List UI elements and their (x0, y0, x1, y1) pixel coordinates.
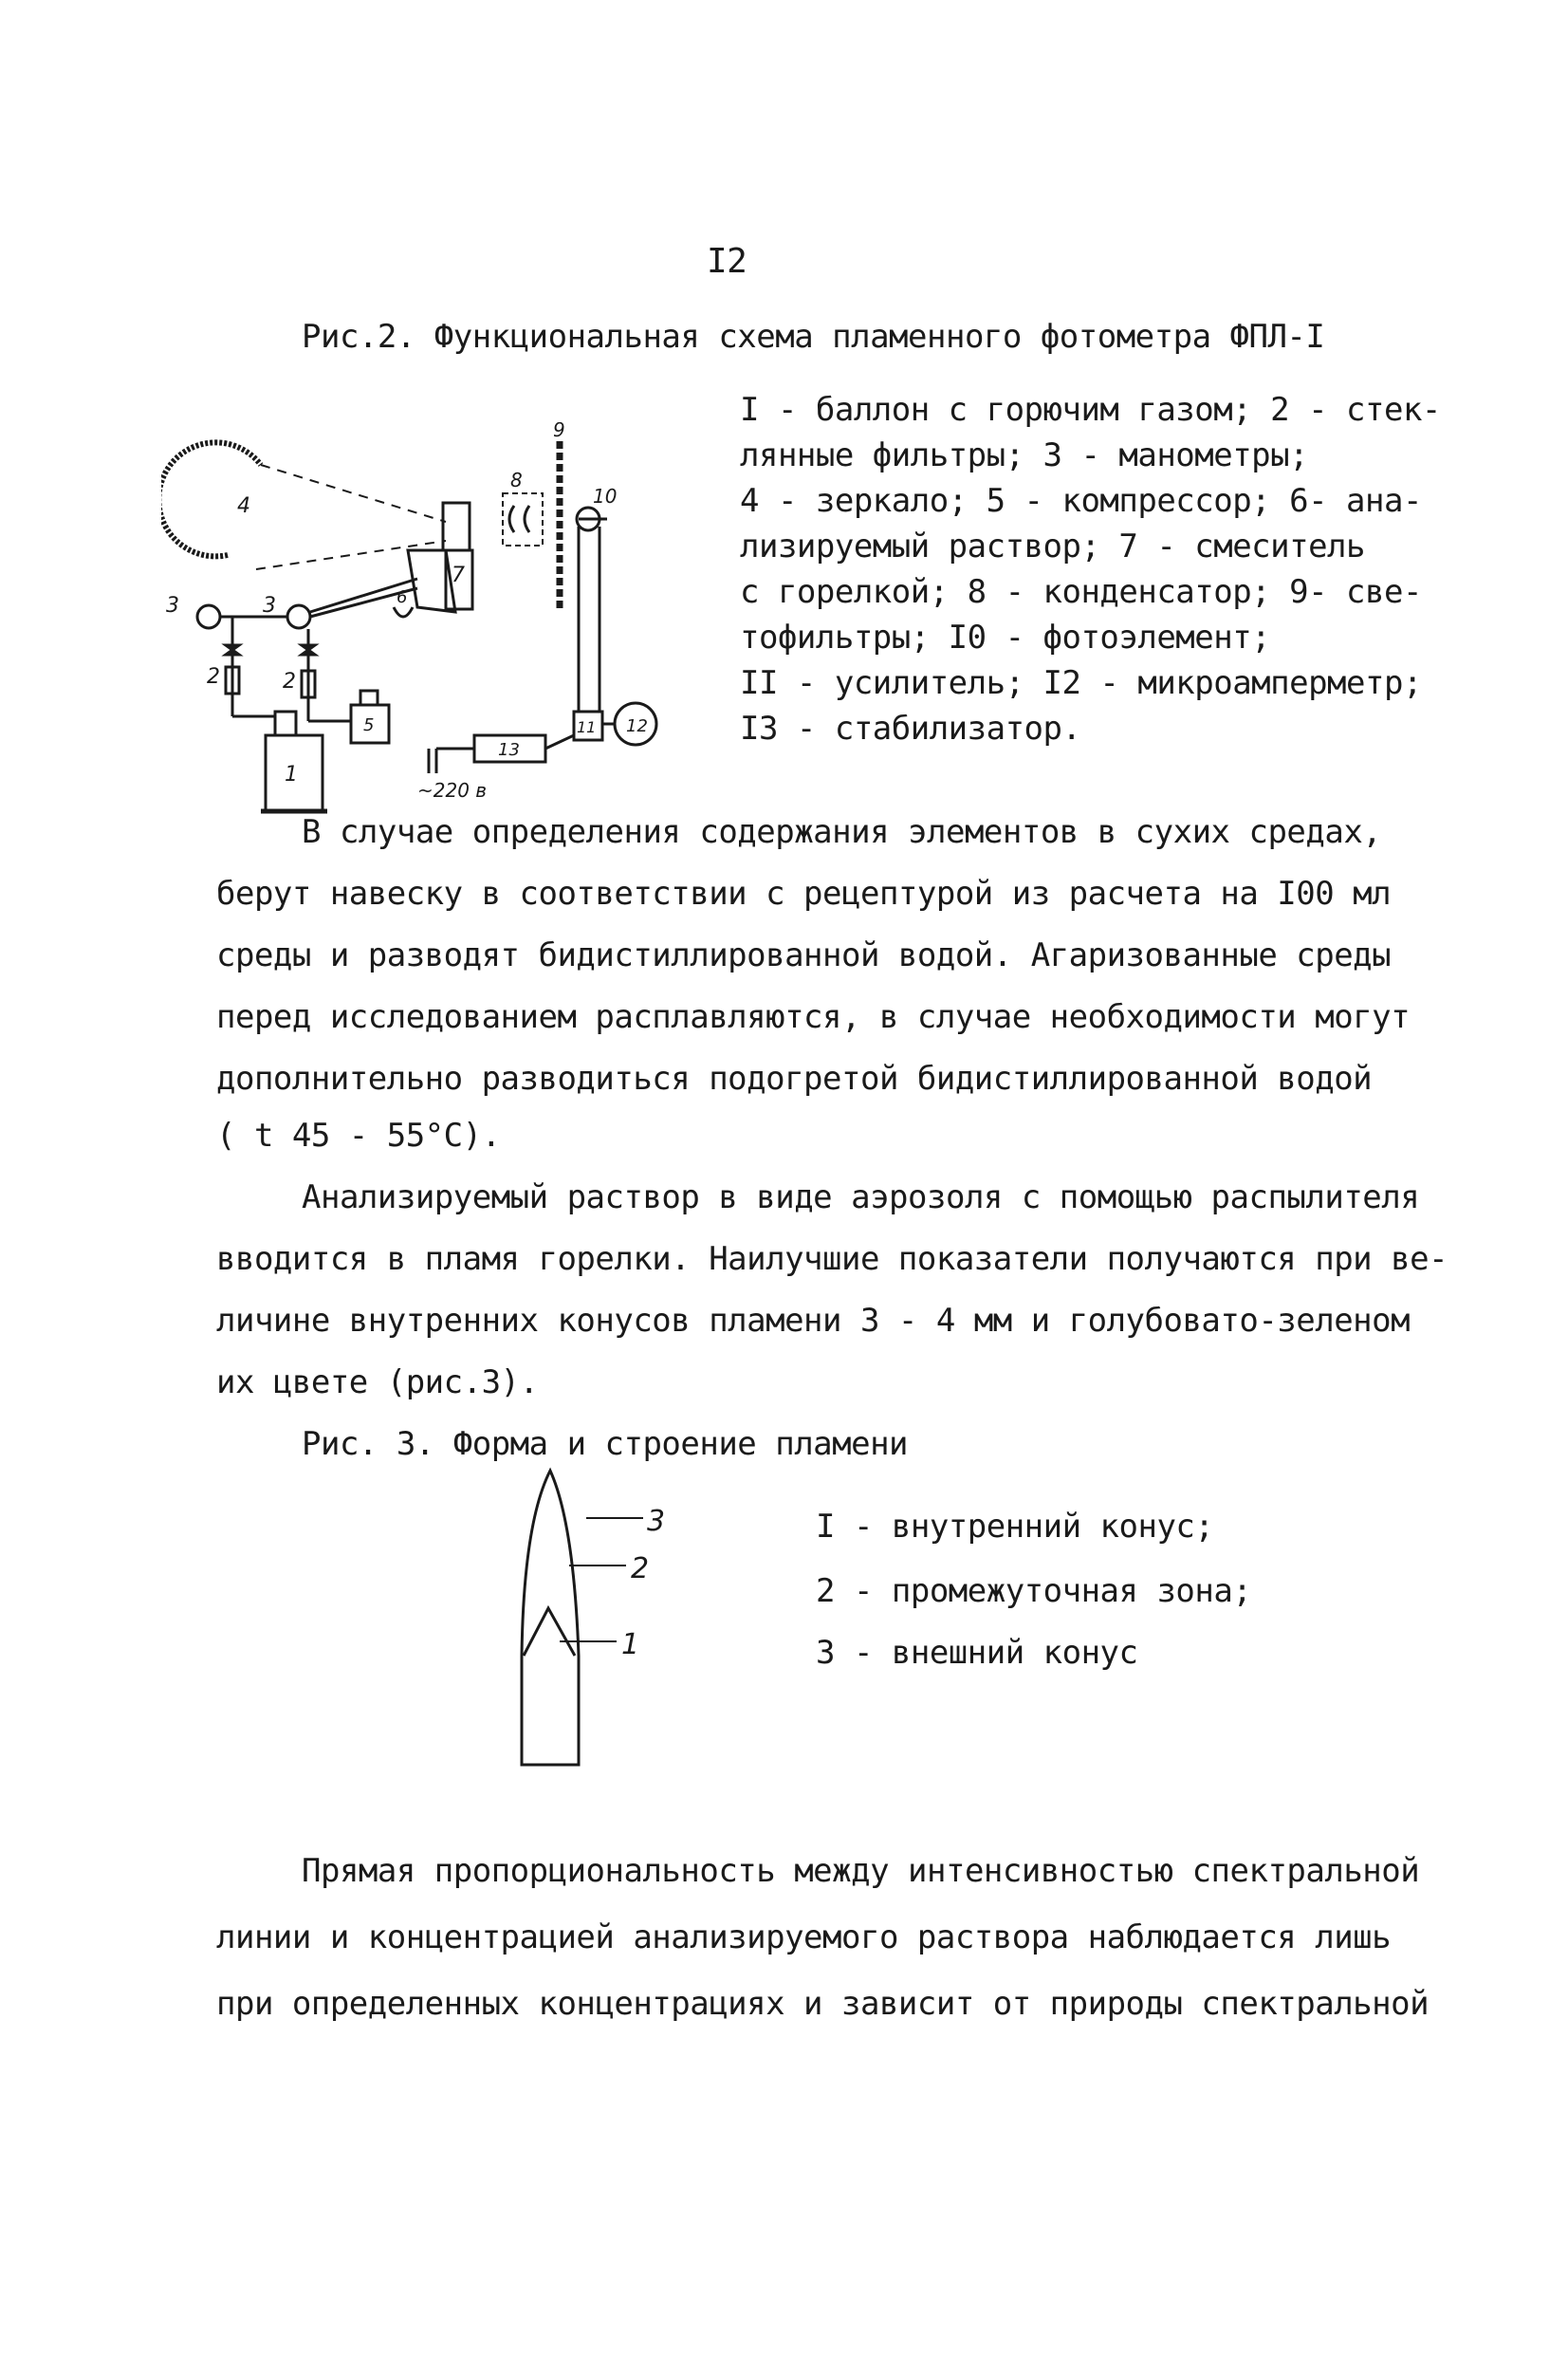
diagram-label-5: 5 (363, 715, 375, 735)
mixer-7 (408, 550, 455, 612)
burner-block (443, 503, 470, 550)
figure3-legend-line: 2 - промежуточная зона; (816, 1572, 1252, 1610)
paragraph2-line: личине внутренних конусов пламени 3 - 4 мм и голубовато-зеленом (216, 1302, 1411, 1340)
figure2-legend-line: I3 - стабилизатор. (740, 710, 1081, 748)
figure2-legend-line: с горелкой; 8 - конденсатор; 9- све- (740, 573, 1422, 611)
diagram-label-11: 11 (577, 718, 597, 736)
figure2-legend-line: I - баллон с горючим газом; 2 - стек- (740, 391, 1441, 429)
diagram-label-7: 7 (452, 564, 465, 587)
paragraph1-line: перед исследованием расплавляются, в случае необходимости могут (216, 998, 1411, 1036)
outer-cone (522, 1471, 579, 1765)
figure3-legend-line: 3 - внешний конус (816, 1634, 1138, 1672)
paragraph2-line: их цвете (рис.3). (216, 1363, 539, 1401)
paragraph2-line: вводится в пламя горелки. Наилучшие показатели получаются при ве- (216, 1240, 1448, 1278)
figure2-legend-line: 4 - зеркало; 5 - компрессор; 6- ана- (740, 482, 1422, 520)
flame-label-3: 3 (647, 1505, 666, 1538)
diagram-label-2b: 2 (283, 670, 296, 694)
figure3-legend-line: I - внутренний конус; (816, 1508, 1214, 1546)
diagram-label-9: 9 (553, 422, 565, 441)
diagram-label-3a: 3 (166, 594, 179, 618)
figure3-flame-drawing (503, 1466, 692, 1769)
figure2-legend-line: II - усилитель; I2 - микроамперметр; (740, 664, 1422, 702)
diagram-label-1: 1 (285, 763, 298, 787)
flame-label-2: 2 (631, 1552, 650, 1585)
diagram-label-6: 6 (397, 587, 408, 607)
paragraph3-line: при определенных концентрациях и зависит от природы спектральной (216, 1985, 1430, 2023)
page-number: I2 (707, 242, 747, 281)
inner-cone (524, 1608, 575, 1656)
paragraph2-line: Анализируемый раствор в виде аэрозоля с помощью распылителя (302, 1178, 1420, 1216)
figure2-legend-line: тофильтры; I0 - фотоэлемент; (740, 619, 1271, 657)
figure2-schematic (161, 422, 692, 821)
diagram-label-10: 10 (593, 485, 618, 508)
diagram-label-voltage: ~220 в (417, 779, 488, 802)
diagram-label-13: 13 (498, 740, 520, 760)
paragraph3-line: Прямая пропорциональность между интенсивностью спектральной (302, 1852, 1420, 1890)
figure3-caption: Рис. 3. Форма и строение пламени (302, 1425, 909, 1463)
flame-label-1: 1 (621, 1628, 640, 1661)
paragraph3-line: линии и концентрацией анализируемого раствора наблюдается лишь (216, 1918, 1392, 1956)
figure2-legend-line: лизируемый раствор; 7 - смеситель (740, 528, 1366, 565)
paragraph1-line: берут навеску в соответствии с рецептурой из расчета на I00 мл (216, 875, 1392, 913)
figure2-legend-line: лянные фильтры; 3 - манометры; (740, 436, 1309, 474)
diagram-label-12: 12 (626, 716, 648, 736)
diagram-label-3b: 3 (263, 594, 276, 618)
solution-6 (394, 607, 413, 617)
manometer-3a (197, 605, 220, 628)
paragraph1-line: дополнительно разводиться подогретой бидистиллированной водой (216, 1060, 1373, 1098)
diagram-label-4: 4 (237, 494, 250, 518)
paragraph1-line: ( t 45 - 55°С). (216, 1117, 501, 1155)
paragraph1-line: В случае определения содержания элементов в сухих средах, (302, 813, 1382, 851)
figure2-caption: Рис.2. Функциональная схема пламенного фотометра ФПЛ-I (302, 318, 1325, 356)
diagram-label-2a: 2 (207, 665, 220, 689)
diagram-label-8: 8 (510, 469, 523, 491)
manometer-3b (287, 605, 310, 628)
paragraph1-line: среды и разводят бидистиллированной водой. Агаризованные среды (216, 936, 1392, 974)
